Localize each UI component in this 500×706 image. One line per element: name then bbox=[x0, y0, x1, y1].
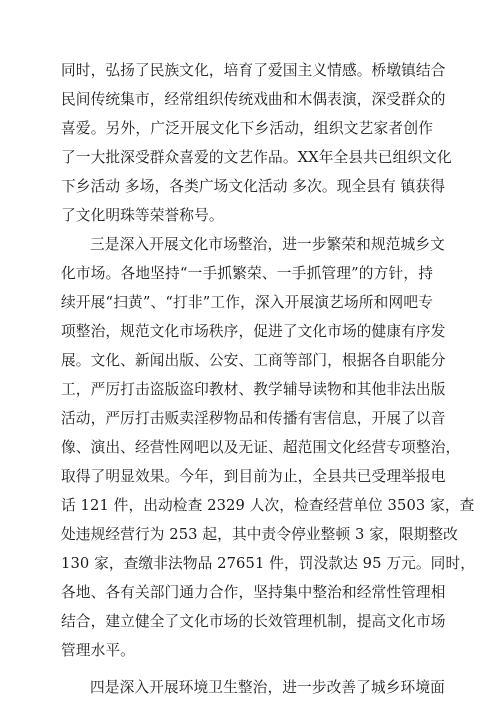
text-line: 了一大批深受群众喜爱的文艺作品。XX年全县共已组织文化 bbox=[61, 149, 452, 166]
text-line: 结合，建立健全了文化市场的长效管理机制，提高文化市场 bbox=[61, 613, 446, 630]
text-line: 同时，弘扬了民族文化，培育了爱国主义情感。桥墩镇结合 bbox=[61, 62, 446, 79]
text-line: 取得了明显效果。今年，到目前为止，全县共已受理举报电 bbox=[61, 468, 446, 485]
text-line: 话 121 件，出动检查 2329 人次，检查经营单位 3503 家，查 bbox=[61, 497, 475, 514]
text-line: 四是深入开展环境卫生整治，进一步改善了城乡环境面 bbox=[90, 679, 445, 696]
text-line: 续开展“扫黄”、“打非”工作，深入开展演艺场所和网吧专 bbox=[61, 294, 433, 311]
text-line: 活动，严厉打击贩卖淫秽物品和传播有害信息，开展了以音 bbox=[61, 410, 446, 427]
text-line: 处违规经营行为 253 起，其中责令停业整顿 3 家，限期整改 bbox=[61, 526, 458, 543]
text-line: 130 家，查缴非法物品 27651 件，罚没款达 95 万元。同时， bbox=[61, 555, 476, 572]
text-line: 工，严厉打击盗版盗印教材、教学辅导读物和其他非法出版 bbox=[61, 381, 446, 398]
text-line: 项整治，规范文化市场秩序，促进了文化市场的健康有序发 bbox=[61, 323, 446, 340]
text-line: 下乡活动 多场，各类广场文化活动 多次。现全县有 镇获得 bbox=[61, 178, 445, 195]
text-line: 了文化明珠等荣誉称号。 bbox=[61, 207, 224, 224]
text-line: 三是深入开展文化市场整治，进一步繁荣和规范城乡文 bbox=[90, 236, 445, 253]
text-line: 喜爱。另外，广泛开展文化下乡活动，组织文艺家者创作 bbox=[61, 120, 433, 137]
text-line: 化市场。各地坚持“一手抓繁荣、一手抓管理”的方针，持 bbox=[61, 265, 433, 282]
text-line: 展。文化、新闻出版、公安、工商等部门，根据各自职能分 bbox=[61, 352, 446, 369]
text-line: 各地、各有关部门通力合作，坚持集中整治和经常性管理相 bbox=[61, 584, 446, 601]
text-line: 像、演出、经营性网吧以及无证、超范围文化经营专项整治， bbox=[61, 439, 461, 456]
text-line: 民间传统集市，经常组织传统戏曲和木偶表演，深受群众的 bbox=[61, 91, 446, 108]
text-line: 管理水平。 bbox=[61, 642, 135, 659]
